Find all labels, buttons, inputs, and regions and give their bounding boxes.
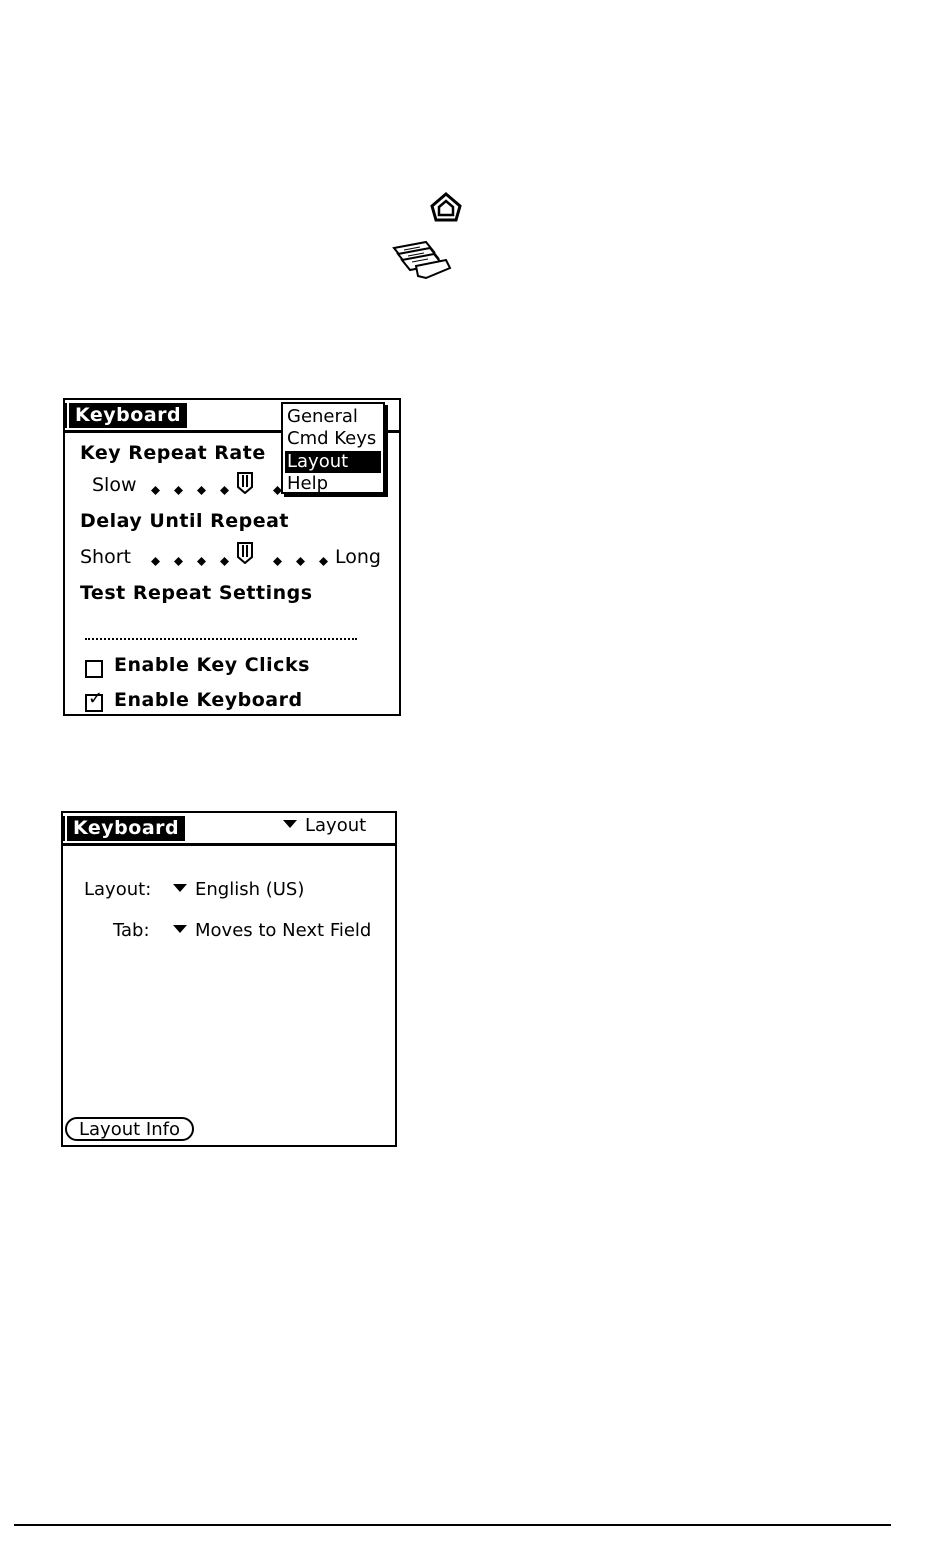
- checkmark-icon: ✓: [88, 688, 104, 709]
- enable-keyboard-label[interactable]: Enable Keyboard: [114, 689, 303, 711]
- layout-popup[interactable]: [173, 879, 304, 900]
- slider-tick[interactable]: [151, 486, 160, 495]
- slider-tick[interactable]: [273, 557, 282, 566]
- dropdown-arrow-icon: [173, 925, 187, 933]
- layout-info-button[interactable]: Layout Info: [65, 1117, 194, 1141]
- slider-tick[interactable]: [197, 486, 206, 495]
- layout-value: English (US): [195, 879, 305, 900]
- test-field[interactable]: [85, 638, 357, 640]
- menu-item-help[interactable]: Help: [287, 473, 329, 494]
- app-title: Keyboard: [67, 816, 185, 841]
- keyboard-prefs-screen-general: [63, 398, 401, 716]
- panel-trigger[interactable]: [283, 815, 366, 836]
- delay-until-repeat-label: Delay Until Repeat: [80, 510, 289, 532]
- enable-key-clicks-label[interactable]: Enable Key Clicks: [114, 654, 310, 676]
- app-title: Keyboard: [69, 403, 187, 428]
- slider-tick[interactable]: [319, 557, 328, 566]
- layout-label: Layout:: [84, 879, 152, 900]
- slow-label: Slow: [92, 474, 137, 496]
- panel-popup-menu[interactable]: [281, 402, 385, 494]
- test-repeat-settings-label: Test Repeat Settings: [80, 582, 313, 604]
- dropdown-arrow-icon: [283, 820, 297, 828]
- key-repeat-rate-label: Key Repeat Rate: [80, 442, 266, 464]
- home-icon[interactable]: [430, 192, 462, 222]
- delay-thumb[interactable]: [237, 542, 253, 564]
- dropdown-arrow-icon: [173, 884, 187, 892]
- menu-item-general[interactable]: General: [287, 406, 358, 427]
- menu-item-layout[interactable]: Layout: [285, 451, 381, 473]
- keyboard-app-icon[interactable]: [390, 236, 452, 280]
- page-footer-rule: [14, 1524, 891, 1526]
- repeat-rate-thumb[interactable]: [237, 472, 253, 494]
- slider-tick[interactable]: [220, 486, 229, 495]
- menu-item-cmd-keys[interactable]: Cmd Keys: [287, 428, 377, 449]
- keyboard-prefs-screen-layout: [61, 811, 397, 1147]
- tab-value: Moves to Next Field: [195, 920, 372, 941]
- tab-popup[interactable]: [173, 920, 371, 941]
- slider-tick[interactable]: [174, 486, 183, 495]
- tab-label: Tab:: [113, 920, 150, 941]
- slider-tick[interactable]: [220, 557, 229, 566]
- slider-tick[interactable]: [151, 557, 160, 566]
- slider-tick[interactable]: [296, 557, 305, 566]
- long-label: Long: [335, 546, 381, 568]
- title-bar: [63, 813, 395, 846]
- enable-keyboard-checkbox[interactable]: [85, 688, 104, 712]
- enable-key-clicks-checkbox[interactable]: [85, 660, 103, 678]
- slider-tick[interactable]: [174, 557, 183, 566]
- short-label: Short: [80, 546, 131, 568]
- repeat-rate-slider[interactable]: [151, 486, 282, 495]
- panel-trigger-label: Layout: [305, 815, 367, 836]
- slider-tick[interactable]: [197, 557, 206, 566]
